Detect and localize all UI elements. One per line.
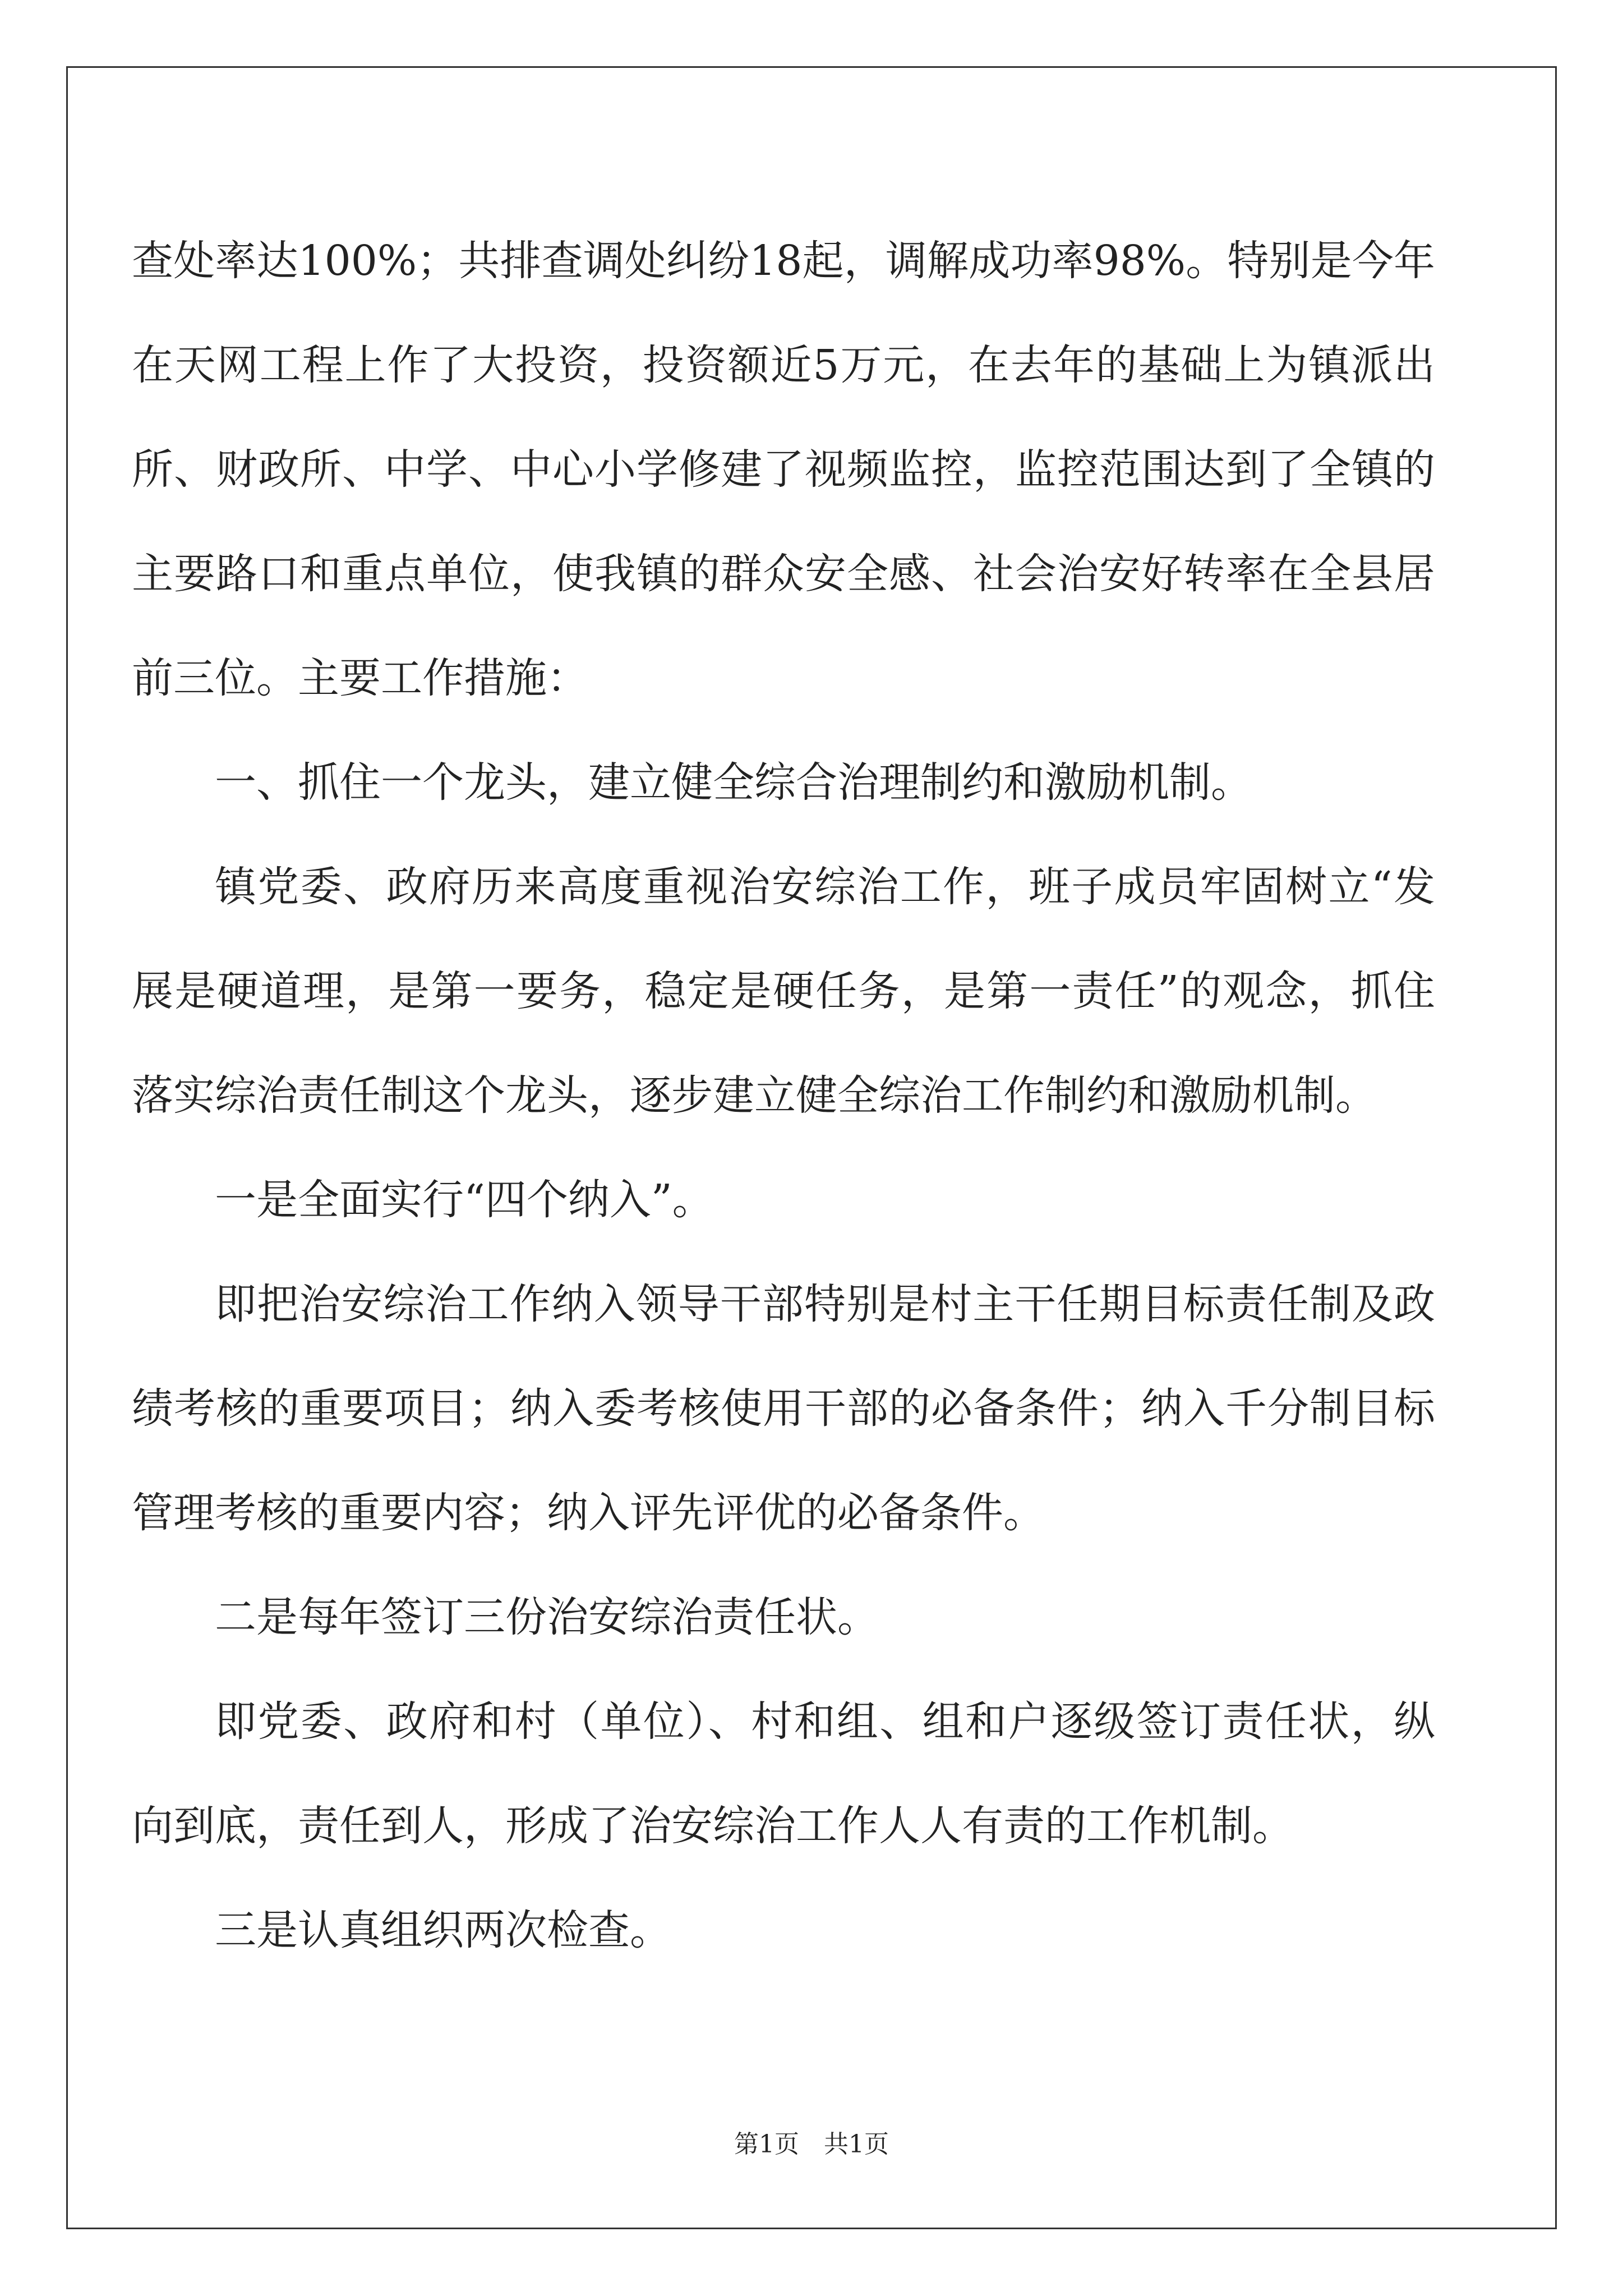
paragraph-1: 查处率达100%；共排查调处纠纷18起，调解成功率98%。特别是今年在天网工程上作了大投资，投资额近5万元，在去年的基础上为镇派出所、财政所、中学、中心小学修建了视频监控，监控范围达到了全镇的主要路口和重点单位，使我镇的群众安全感、社会治安好转率在全县居前三位。主要工作措施： xyxy=(132,237,1435,702)
paragraph-6: 二是每年签订三份治安综治责任状。 xyxy=(215,1593,879,1641)
paragraph-4: 一是全面实行“四个纳入”。 xyxy=(215,1176,714,1224)
paragraph-5: 即把治安综治工作纳入领导干部特别是村主干任期目标责任制及政绩考核的重要项目；纳入委考核使用干部的必备条件；纳入千分制目标管理考核的重要内容；纳入评先评优的必备条件。 xyxy=(132,1280,1435,1537)
paragraph-8: 三是认真组织两次检查。 xyxy=(215,1906,671,1954)
paragraph-3: 镇党委、政府历来高度重视治安综治工作，班子成员牢固树立“发展是硬道理，是第一要务，稳定是硬任务，是第一责任”的观念，抓住落实综治责任制这个龙头，逐步建立健全综治工作制约和激励机制。 xyxy=(132,863,1435,1120)
paragraph-2: 一、抓住一个龙头，建立健全综合治理制约和激励机制。 xyxy=(215,758,1252,807)
document-body xyxy=(132,209,1435,1982)
paragraph-7: 即党委、政府和村（单位）、村和组、组和户逐级签订责任状，纵向到底，责任到人，形成了治安综治工作人人有责的工作机制。 xyxy=(132,1697,1435,1850)
page-number-footer: 第1页 共1页 xyxy=(734,2130,889,2159)
